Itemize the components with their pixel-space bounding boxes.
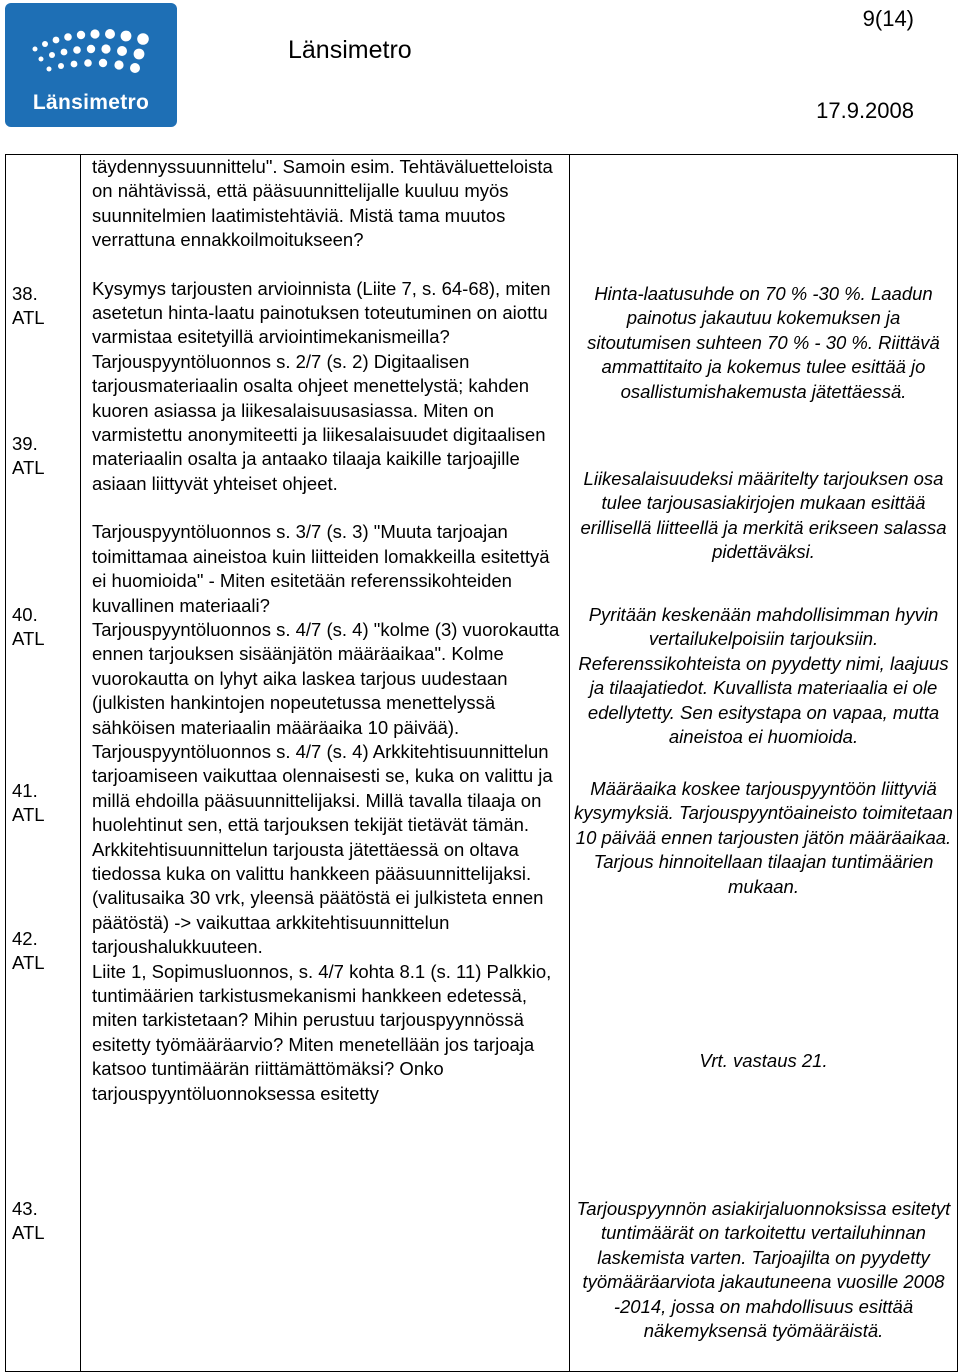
item-type: ATL (12, 457, 45, 479)
document-date: 17.9.2008 (816, 98, 914, 123)
question-text: Tarjouspyyntöluonnos s. 4/7 (s. 4) Arkkitehtisuunnittelun tarjoamiseen vaikuttaa olennaisesti se, kuka on valittu ja millä ehdoilla pääsuunnittelijaksi. Millä tavalla tilaaja on huolehtinut sen, että tarjouksen tekijät tietävät tämän. Arkkitehtisuunnittelun tarjousta jätettäessä on oltava tiedossa kuka on valittu hankkeen pääsuunnittelijaksi. (valitusaika 30 vrk, yleensä päätöstä ei julkisteta ennen päätöstä) -> vaikuttaa arkkitehtisuunnittelun tarjoushalukkuuteen. (92, 740, 553, 958)
item-type: ATL (12, 307, 45, 329)
question-text: Tarjouspyyntöluonnos s. 2/7 (s. 2) Digitaalisen tarjousmateriaalin osalta ohjeet menettelystä; kahden kuoren asiassa ja liikesalaisuusasiassa. Miten on varmistettu anonymiteetti ja liikesalaisuudet digitaalisen materiaalin osalta ja antaako tilaaja kaikille tarjoajille asiaan liittyvät yhteiset ohjeet. (92, 350, 546, 494)
question-text: täydennyssuunnittelu". Samoin esim. Tehtäväluetteloista on nähtävissä, että pääsuunnittelijalle kuuluu myös suunnitelmien laatimistehtäviä. Mistä tama muutos verrattuna ennakkoilmoitukseen? (92, 156, 553, 251)
lansimetro-logo (5, 3, 177, 127)
item-number (12, 1197, 72, 1246)
table-row (6, 155, 958, 1372)
answer-text: Pyritään keskenään mahdollisimman hyvin vertailukelpoisiin tarjouksiin. Referenssikohteista on pyydetty nimi, laajuus ja tilaajatiedot. Kuvallista materiaalia ei ole edellytetty. Sen esitystapa on vapaa, mutta aineistoa ei huomioida. (578, 604, 949, 748)
question-answer-table (5, 154, 958, 1372)
answer-text: Vrt. vastaus 21. (699, 1050, 828, 1071)
item-number (12, 432, 72, 481)
item-type: ATL (12, 628, 45, 650)
item-number (12, 779, 72, 828)
question-text: Liite 1, Sopimusluonnos, s. 4/7 kohta 8.1 (s. 11) Palkkio, tuntimäärien tarkistusmekanismi hankkeen edetessä, miten tarkistetaan? Mihin perustuu tarjouspyynnössä esitetty työmääräarvio? Miten menetellään jos tarjoaja katsoo tuntimäärän riittämättömäksi? Onko tarjouspyyntöluonnoksessa esitetty (92, 960, 552, 1104)
answer-text: Tarjouspyynnön asiakirjaluonnoksissa esitetyt tuntimäärät on tarkoitettu vertailuhinnan laskemista varten. Tarjoajilta on pyydetty työmääräarviota jakautuneena vuosille 2008 -2014, jossa on mahdollisuus esittää näkemyksensä työmääräistä. (576, 1198, 951, 1342)
item-num: 42. (12, 928, 38, 949)
answers-column (570, 155, 958, 1372)
item-num: 41. (12, 780, 38, 801)
item-type: ATL (12, 952, 45, 974)
page-number: 9(14) (862, 6, 914, 31)
item-type: ATL (12, 804, 45, 826)
questions-column (81, 155, 570, 1372)
item-num: 40. (12, 604, 38, 625)
item-number (12, 927, 72, 976)
question-text: Kysymys tarjousten arvioinnista (Liite 7, s. 64-68), miten asetetun hinta-laatu painotuksen toteutuminen on aiottu varmistaa esitetyillä arviointimekanismeilla? (92, 277, 551, 348)
question-text: Tarjouspyyntöluonnos s. 4/7 (s. 4) "kolme (3) vuorokautta ennen tarjouksen sisäänjätön määräaikaa". Kolme vuorokautta on lyhyt aika laskea tarjous uudestaan (julkisten hankintojen nopeutetussa menettelyssä sähköisen materiaalin määräaika 10 päivää). (92, 618, 560, 738)
logo-text: Länsimetro (32, 91, 150, 114)
question-text: Tarjouspyyntöluonnos s. 3/7 (s. 3) "Muuta tarjoajan toimittamaa aineistoa kuin liitteiden lomakkeilla esitettyä ei huomioida" - Miten esitetään referenssikohteiden kuvallinen materiaali? (92, 521, 550, 616)
item-number (12, 282, 72, 331)
item-num: 39. (12, 433, 38, 454)
document-title: Länsimetro (288, 36, 412, 64)
answer-text: Hinta-laatusuhde on 70 % -30 %. Laadun painotus jakautuu kokemuksen ja sitoutumisen suhteen 70 % - 30 %. Riittävä ammattitaito ja kokemus tulee esittää jo osallistumishakemusta jätettäessä. (587, 283, 940, 402)
item-number (12, 603, 72, 652)
answer-text: Määräaika koskee tarjouspyyntöön liittyviä kysymyksiä. Tarjouspyyntöaineisto toimitetaan 10 päivää ennen tarjousten jätön määräaikaa. Tarjous hinnoitellaan tilaajan tuntimäärien mukaan. (574, 778, 953, 897)
item-type: ATL (12, 1222, 45, 1244)
numbers-column (6, 155, 81, 1372)
item-num: 38. (12, 283, 38, 304)
answer-text: Liikesalaisuudeksi määritelty tarjouksen osa tulee tarjousasiakirjojen mukaan esittää erillisellä liitteellä ja merkitä erikseen salassa pidettäväksi. (580, 468, 947, 563)
item-num: 43. (12, 1198, 38, 1219)
